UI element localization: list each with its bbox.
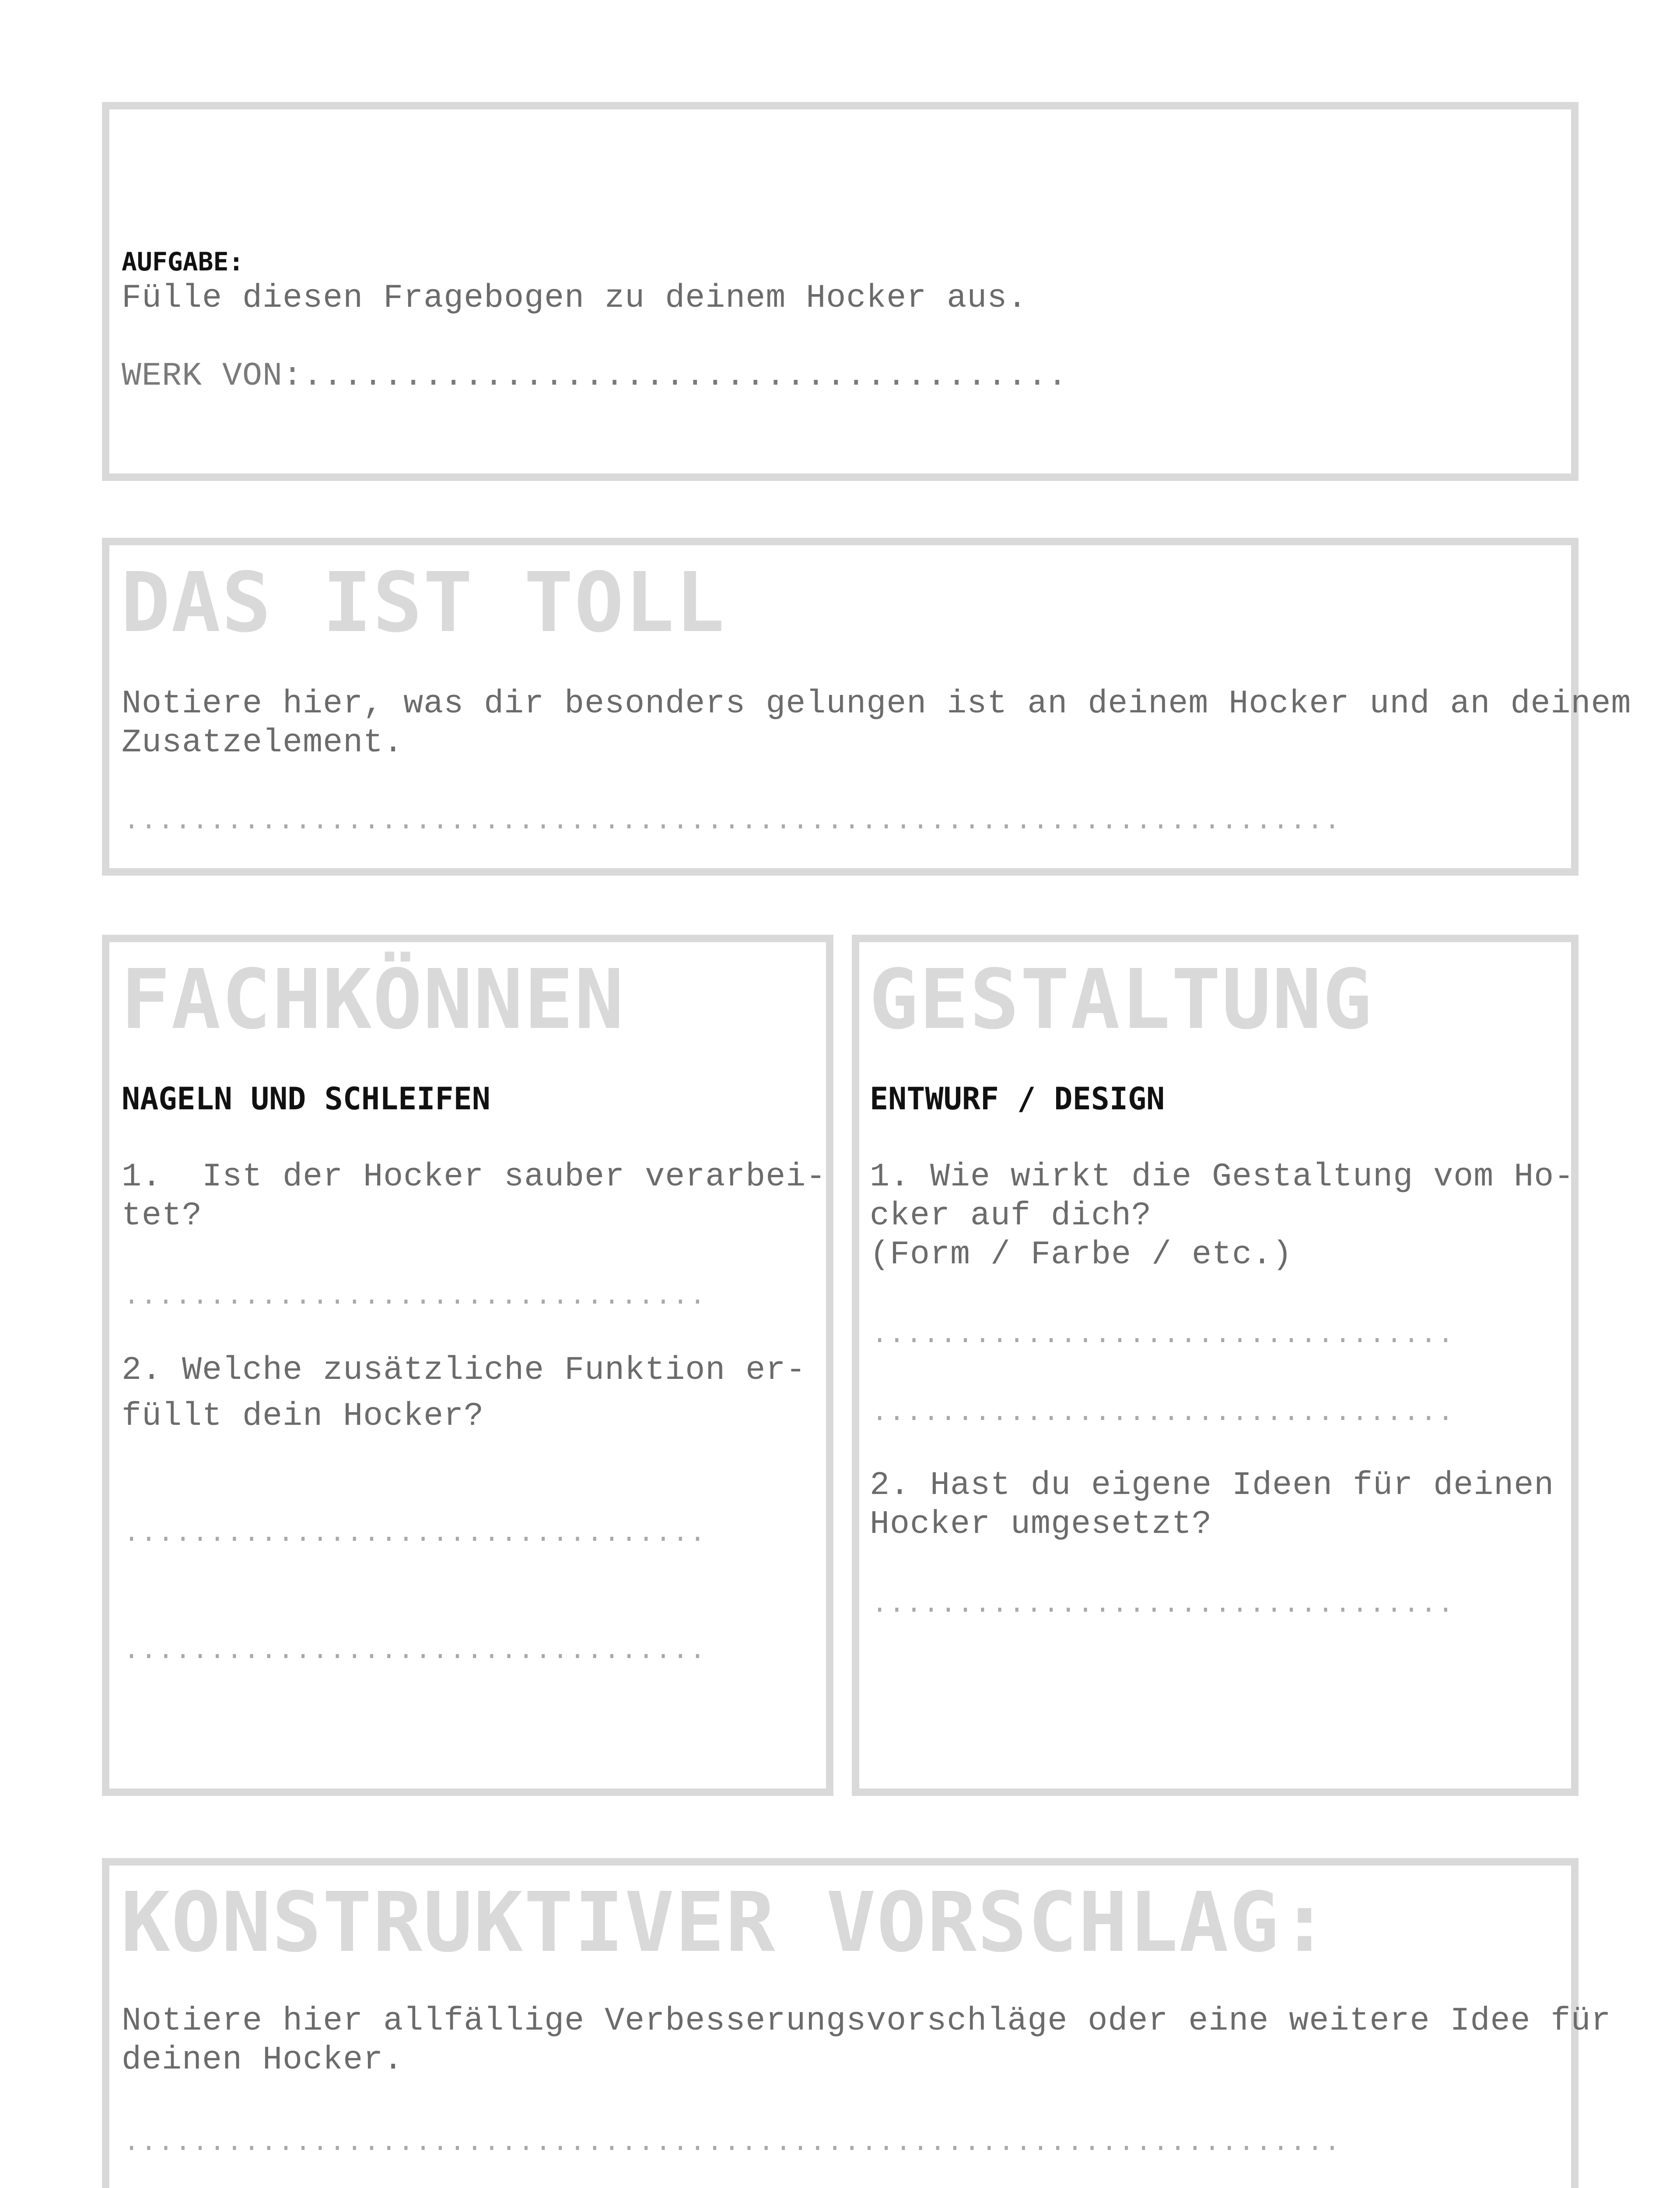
gestaltung-answer-line-2[interactable]: .................................. [872,1398,1455,1428]
task-instruction: Fülle diesen Fragebogen zu deinem Hocker aus. [122,280,1028,317]
fachkoennen-answer-line-2[interactable]: .................................. [123,1518,707,1549]
vorschlag-text-line2: deinen Hocker. [122,2041,404,2079]
fachkoennen-q1-line1: 1. Ist der Hocker sauber verarbei- [122,1158,826,1196]
vorschlag-title: KONSTRUKTIVER VORSCHLAG: [121,1875,1330,1971]
gestaltung-subtitle: ENTWURF / DESIGN [870,1081,1165,1117]
gestaltung-q2-line1: 2. Hast du eigene Ideen für deinen [870,1467,1554,1504]
das-ist-toll-answer-line[interactable]: ....................................................................... [123,806,1341,837]
fachkoennen-q2-line2: füllt dein Hocker? [122,1398,484,1435]
vorschlag-answer-line-1[interactable]: ....................................................................... [123,2128,1341,2158]
gestaltung-q1-line3: (Form / Farbe / etc.) [870,1236,1293,1273]
fachkoennen-title: FACHKÖNNEN [121,952,625,1048]
gestaltung-title: GESTALTUNG [869,952,1373,1048]
vorschlag-text-line1: Notiere hier allfällige Verbesserungsvorschläge oder eine weitere Idee für [122,2002,1611,2040]
task-label: AUFGABE: [122,247,244,277]
das-ist-toll-title: DAS IST TOLL [121,555,726,651]
gestaltung-q1-line2: cker auf dich? [870,1197,1152,1234]
gestaltung-q1-line1: 1. Wie wirkt die Gestaltung vom Ho- [870,1158,1575,1196]
fachkoennen-subtitle: NAGELN UND SCHLEIFEN [122,1081,490,1117]
gestaltung-box [852,935,1578,1796]
fachkoennen-answer-line-1[interactable]: .................................. [123,1281,707,1312]
gestaltung-q2-line2: Hocker umgesetzt? [870,1506,1212,1543]
gestaltung-answer-line-3[interactable]: .................................. [872,1589,1455,1620]
das-ist-toll-text-line1: Notiere hier, was dir besonders gelungen ist an deinem Hocker und an deinem [122,685,1631,722]
fachkoennen-answer-line-3[interactable]: .................................. [123,1636,707,1666]
fachkoennen-q1-line2: tet? [122,1197,203,1234]
fachkoennen-q2-line1: 2. Welche zusätzliche Funktion er- [122,1352,806,1389]
gestaltung-answer-line-1[interactable]: .................................. [872,1320,1455,1350]
author-field[interactable]: WERK VON:...................................... [122,358,1068,395]
das-ist-toll-text-line2: Zusatzelement. [122,724,404,761]
